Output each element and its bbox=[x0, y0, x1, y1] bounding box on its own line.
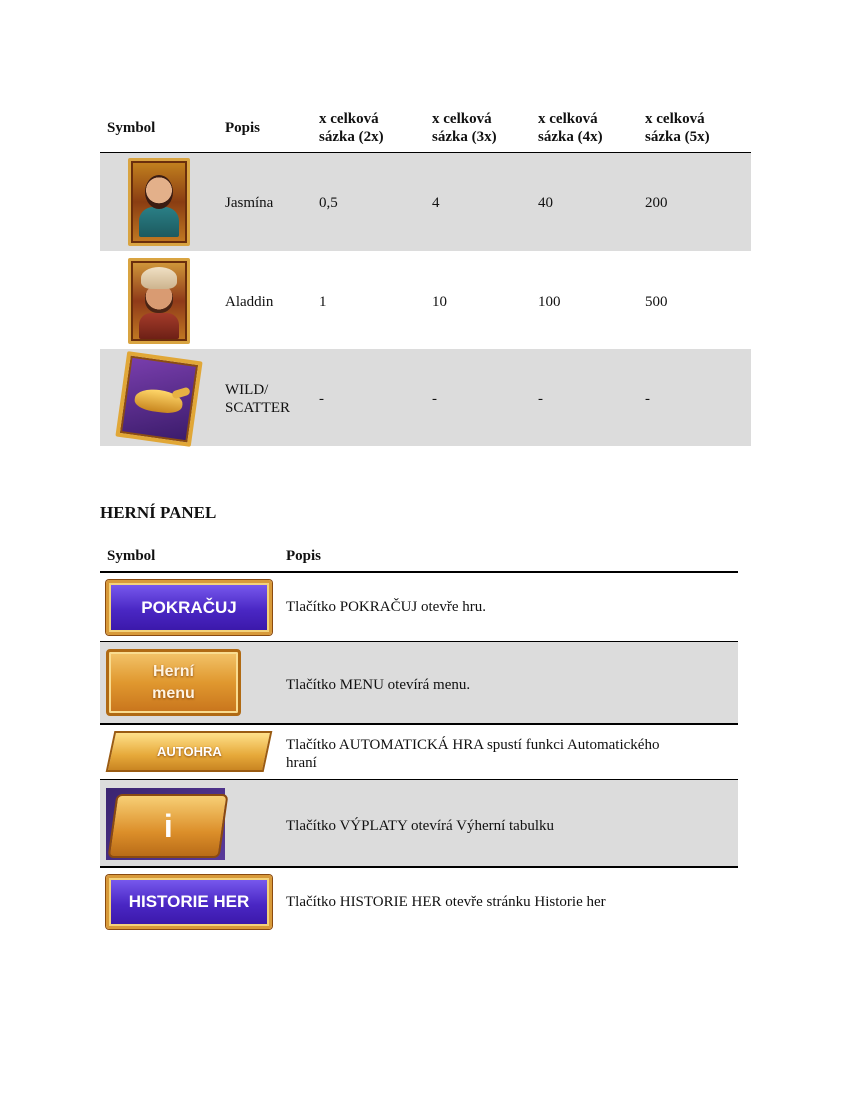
row-5x: 500 bbox=[645, 294, 668, 310]
menu-button[interactable] bbox=[106, 649, 241, 716]
row-name: Aladdin bbox=[225, 294, 274, 310]
row-3x: 4 bbox=[432, 195, 440, 211]
autoplay-button[interactable] bbox=[106, 731, 273, 772]
wild-scatter-lamp-icon bbox=[115, 351, 202, 447]
row-name: Jasmína bbox=[225, 195, 274, 211]
row-3x: 10 bbox=[432, 294, 447, 310]
aladdin-symbol-icon bbox=[128, 258, 190, 344]
row-desc: Tlačítko HISTORIE HER otevře stránku Historie her bbox=[286, 894, 606, 910]
row-2x: 0,5 bbox=[319, 195, 338, 211]
info-icon-label: i bbox=[163, 807, 173, 844]
row-2x: - bbox=[319, 391, 324, 407]
row-desc bbox=[286, 736, 659, 772]
section-heading: HERNÍ PANEL bbox=[100, 503, 217, 522]
menu-button-line1: Herní bbox=[153, 662, 194, 680]
header-4x bbox=[538, 110, 603, 146]
header-5x bbox=[645, 110, 710, 146]
row-name-line2: SCATTER bbox=[225, 400, 291, 416]
header-3x-line1: x celková bbox=[432, 111, 492, 127]
menu-button-line2: menu bbox=[152, 684, 195, 702]
header-4x-line1: x celková bbox=[538, 111, 598, 127]
header-symbol: Symbol bbox=[107, 120, 156, 136]
row-4x: - bbox=[538, 391, 543, 407]
panel-header-divider bbox=[100, 571, 738, 573]
row-desc: Tlačítko POKRAČUJ otevře hru. bbox=[286, 599, 486, 615]
row-name bbox=[225, 381, 290, 417]
jasmine-symbol-icon bbox=[128, 158, 190, 246]
header-3x-line2: sázka (3x) bbox=[432, 129, 497, 145]
row-desc: Tlačítko VÝPLATY otevírá Výherní tabulku bbox=[286, 818, 555, 834]
header-5x-line2: sázka (5x) bbox=[645, 129, 710, 145]
header-2x-line2: sázka (2x) bbox=[319, 129, 384, 145]
row-divider bbox=[100, 723, 738, 725]
header-5x-line1: x celková bbox=[645, 111, 705, 127]
paytable-info-button[interactable] bbox=[106, 788, 225, 860]
row-5x: 200 bbox=[645, 195, 668, 211]
row-divider bbox=[100, 866, 738, 868]
row-2x: 1 bbox=[319, 294, 327, 310]
autoplay-button-label: AUTOHRA bbox=[156, 744, 222, 759]
header-4x-line2: sázka (4x) bbox=[538, 129, 603, 145]
header-2x-line1: x celková bbox=[319, 111, 379, 127]
row-4x: 100 bbox=[538, 294, 561, 310]
row-desc-line1: Tlačítko AUTOMATICKÁ HRA spustí funkci Automatického bbox=[286, 737, 660, 753]
info-icon bbox=[108, 794, 229, 858]
header-popis: Popis bbox=[225, 120, 261, 136]
row-desc-line2: hraní bbox=[286, 755, 317, 771]
row-3x: - bbox=[432, 391, 437, 407]
row-desc: Tlačítko MENU otevírá menu. bbox=[286, 677, 471, 693]
header-3x bbox=[432, 110, 497, 146]
continue-button[interactable]: POKRAČUJ bbox=[106, 580, 272, 635]
panel-header-popis: Popis bbox=[286, 548, 322, 564]
row-4x: 40 bbox=[538, 195, 553, 211]
panel-header-symbol: Symbol bbox=[107, 548, 156, 564]
row-5x: - bbox=[645, 391, 650, 407]
game-history-button[interactable]: HISTORIE HER bbox=[106, 875, 272, 929]
header-2x bbox=[319, 110, 384, 146]
row-name-line1: WILD/ bbox=[225, 382, 269, 398]
